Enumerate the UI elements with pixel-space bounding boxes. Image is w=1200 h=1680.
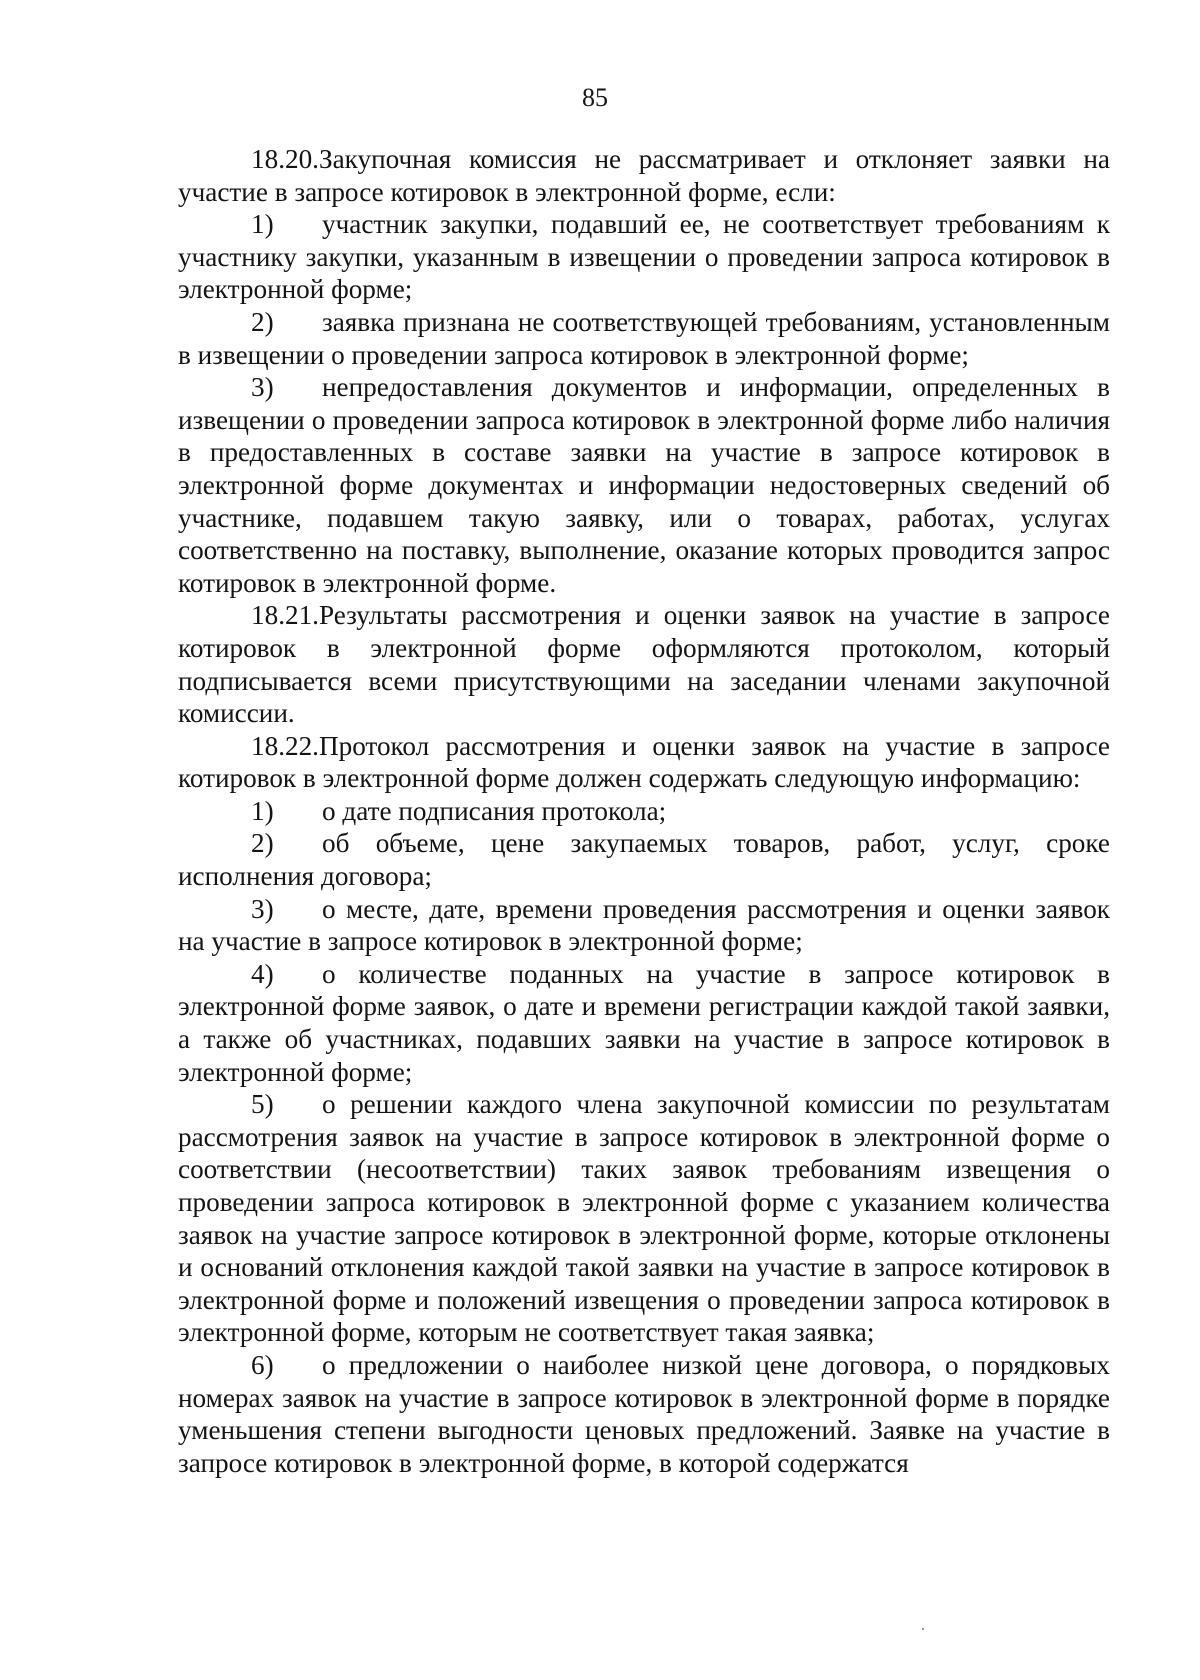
scan-speck xyxy=(922,1628,924,1630)
paragraph-text: о дате подписания протокола; xyxy=(322,795,667,826)
paragraph-text: о месте, дате, времени проведения рассмотрения и оценки заявок на участие в запросе котировок в электронной форме; xyxy=(178,893,1110,957)
paragraph-text: заявка признана не соответствующей требованиям, установленным в извещении о проведении запроса котировок в электронной форме; xyxy=(178,306,1110,370)
list-item xyxy=(178,306,1110,371)
list-item xyxy=(178,371,1110,599)
list-item xyxy=(178,893,1110,958)
item-number: 1) xyxy=(251,209,274,240)
paragraph-text: о предложении о наиболее низкой цене договора, о порядковых номерах заявок на участие в запросе котировок в электронной форме в порядке уменьшения степени выгодности ценовых предложений. Заявке на участие в запросе котировок в электронной форме, в которой содержатся xyxy=(178,1349,1110,1478)
list-item xyxy=(178,1088,1110,1349)
list-item xyxy=(178,795,1110,828)
paragraph-text: об объеме, цене закупаемых товаров, работ, услуг, сроке исполнения договора; xyxy=(178,828,1110,892)
paragraph-text: о решении каждого члена закупочной комиссии по результатам рассмотрения заявок на участие в запросе котировок в электронной форме о соответствии (несоответствии) таких заявок требованиям извещения о проведении запроса котировок в электронной форме с указанием количества заявок на участие запросе котировок в электронной форме, которые отклонены и оснований отклонения каждой такой заявки на участие в запросе котировок в электронной форме и положений извещения о проведении запроса котировок в электронной форме, которым не соответствует такая заявка; xyxy=(178,1089,1110,1348)
item-number: 6) xyxy=(251,1349,274,1380)
item-number: 3) xyxy=(251,372,274,403)
paragraph-18-21 xyxy=(178,599,1110,729)
item-number: 2) xyxy=(251,828,274,859)
paragraph-text: участник закупки, подавший ее, не соответствует требованиям к участнику закупки, указанным в извещении о проведении запроса котировок в электронной форме; xyxy=(178,209,1110,305)
paragraph-18-22 xyxy=(178,730,1110,795)
paragraph-text: 18.20.Закупочная комиссия не рассматривает и отклоняет заявки на участие в запросе котировок в электронной форме, если: xyxy=(178,144,1110,207)
document-body xyxy=(178,143,1110,1479)
paragraph-text: 18.21.Результаты рассмотрения и оценки заявок на участие в запросе котировок в электронной форме оформляются протоколом, который подписывается всеми присутствующими на заседании членами закупочной комиссии. xyxy=(178,600,1110,729)
list-item xyxy=(178,208,1110,306)
list-item xyxy=(178,827,1110,892)
paragraph-18-20 xyxy=(178,143,1110,208)
list-item xyxy=(178,1349,1110,1479)
paragraph-text: о количестве поданных на участие в запросе котировок в электронной форме заявок, о дате и времени регистрации каждой такой заявки, а также об участниках, подавших заявки на участие в запросе котировок в электронной форме; xyxy=(178,958,1110,1087)
item-number: 4) xyxy=(251,958,274,989)
page-number: 85 xyxy=(582,83,608,112)
item-number: 2) xyxy=(251,306,274,337)
item-number: 5) xyxy=(251,1089,274,1120)
list-item xyxy=(178,958,1110,1088)
paragraph-text: непредоставления документов и информации, определенных в извещении о проведении запроса котировок в электронной форме либо наличия в предоставленных в составе заявки на участие в запросе котировок в электронной форме документах и информации недостоверных сведений об участнике, подавшем такую заявку, или о товарах, работах, услугах соответственно на поставку, выполнение, оказание которых проводится запрос котировок в электронной форме. xyxy=(178,372,1110,598)
item-number: 3) xyxy=(251,893,274,924)
paragraph-text: 18.22.Протокол рассмотрения и оценки заявок на участие в запросе котировок в электронной форме должен содержать следующую информацию: xyxy=(178,730,1110,794)
item-number: 1) xyxy=(251,795,274,826)
